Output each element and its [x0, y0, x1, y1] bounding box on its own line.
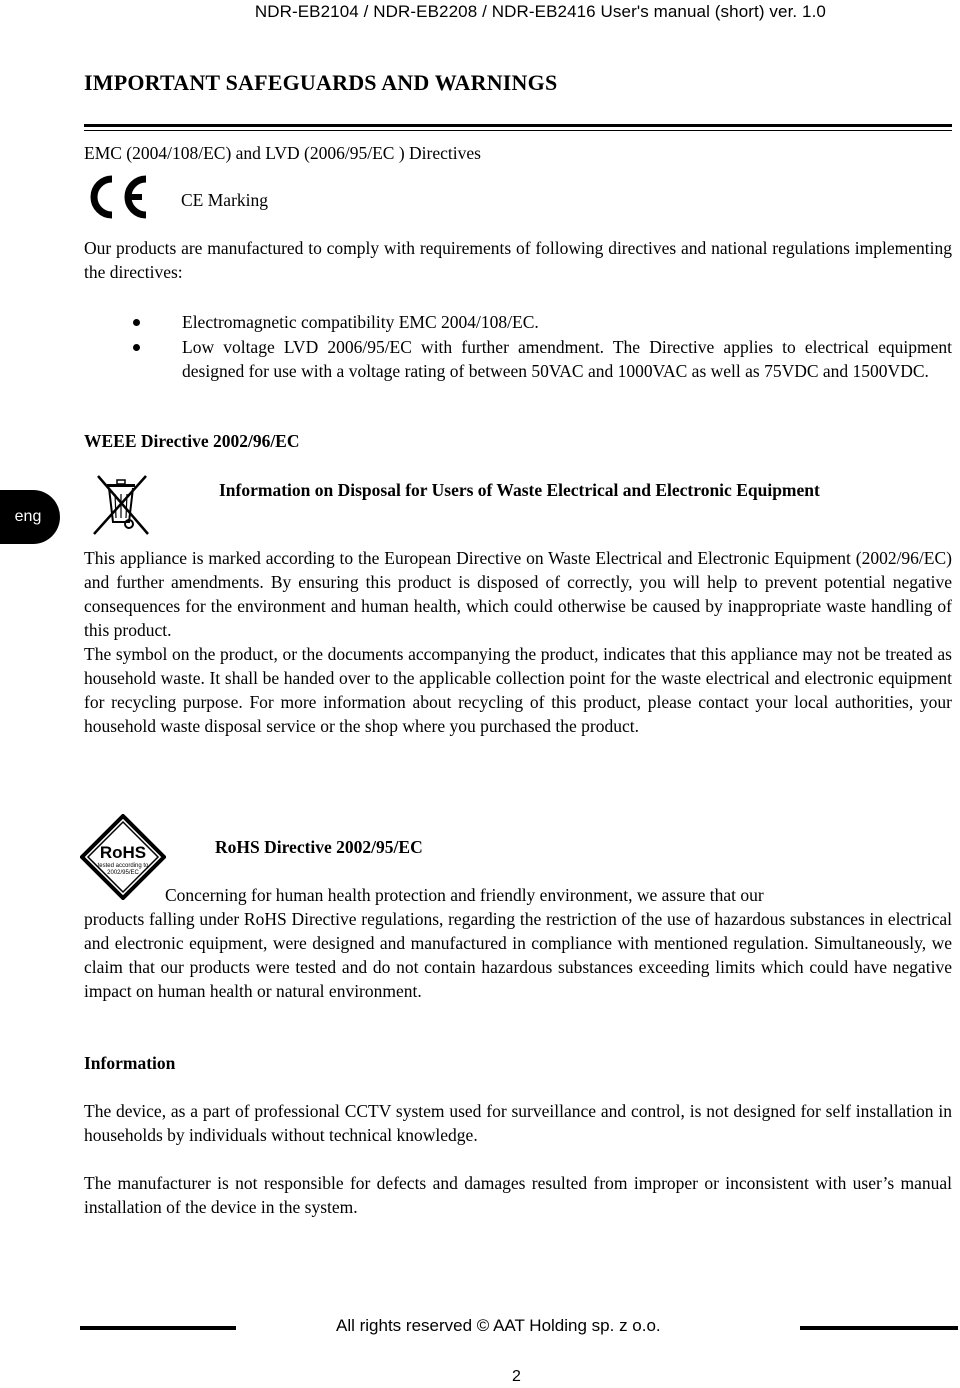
footer-rule-right	[800, 1326, 958, 1330]
page-number: 2	[512, 1368, 521, 1385]
list-item-text: Electromagnetic compatibility EMC 2004/108/EC.	[182, 312, 539, 332]
bullet-icon	[133, 319, 140, 326]
emc-intro: Our products are manufactured to comply with requirements of following directives and national regulations implementing the directives:	[84, 238, 952, 282]
rohs-logo-subtext: tested according to	[97, 863, 149, 869]
rohs-logo-subtext: 2002/95/EC	[107, 870, 139, 876]
ce-marking-label: CE Marking	[181, 190, 269, 210]
document-header: NDR-EB2104 / NDR-EB2208 / NDR-EB2416 User's manual (short) ver. 1.0	[254, 2, 826, 21]
information-paragraph: The manufacturer is not responsible for defects and damages resulted from improper or inconsistent with user’s manual installation of the device in the system.	[84, 1173, 952, 1217]
information-paragraph: The device, as a part of professional CCTV system used for surveillance and control, is not designed for self installation in households by individuals without technical knowledge.	[84, 1101, 952, 1145]
information-heading: Information	[84, 1053, 176, 1073]
list-item-text: Low voltage LVD 2006/95/EC with further amendment. The Directive applies to electrical equipment designed for use with a voltage rating of between 50VAC and 1000VAC as well as 75VDC and 1500VDC.	[182, 337, 952, 381]
rohs-paragraph-first-line: Concerning for human health protection and friendly environment, we assure that our	[165, 885, 764, 905]
ce-mark-icon	[84, 175, 150, 219]
footer-rule-left	[80, 1326, 236, 1330]
footer-copyright: All rights reserved © AAT Holding sp. z o.o.	[336, 1316, 661, 1335]
crossed-bin-icon	[88, 472, 154, 538]
weee-subheading: Information on Disposal for Users of Waste Electrical and Electronic Equipment	[219, 480, 820, 500]
bullet-icon	[133, 344, 140, 351]
emc-heading: EMC (2004/108/EC) and LVD (2006/95/EC ) Directives	[84, 143, 481, 163]
rohs-heading: RoHS Directive 2002/95/EC	[215, 837, 423, 857]
weee-paragraph: This appliance is marked according to the European Directive on Waste Electrical and Electronic Equipment (2002/96/EC) and further amendments. By ensuring this product is disposed of correctly, you will help to prevent potential negative consequences for the environment and human health, which could otherwise be caused by inappropriate waste handling of this product.	[84, 548, 952, 640]
language-tab: eng	[0, 490, 60, 544]
list-item	[182, 310, 952, 334]
title-rule-thin	[84, 130, 952, 131]
page-title: IMPORTANT SAFEGUARDS AND WARNINGS	[84, 70, 558, 95]
weee-paragraph: The symbol on the product, or the documents accompanying the product, indicates that this appliance may not be treated as household waste. It shall be handed over to the applicable collection point for the waste electrical and electronic equipment for recycling purpose. For more information about recycling of this product, please contact your local authorities, your household waste disposal service or the shop where you purchased the product.	[84, 644, 952, 736]
title-rule-thick	[84, 124, 952, 127]
rohs-paragraph: products falling under RoHS Directive regulations, regarding the restriction of the use of hazardous substances in electrical and electronic equipment, were designed and manufactured in compliance with mentioned regulation. Simultaneously, we claim that our products were tested and do not contain hazardous substances exceeding limits which could have negative impact on human health or natural environment.	[84, 909, 952, 1001]
weee-heading: WEEE Directive 2002/96/EC	[84, 431, 300, 451]
list-item	[182, 335, 952, 383]
rohs-logo-text: RoHS	[99, 843, 147, 862]
rohs-logo-icon	[80, 814, 166, 900]
